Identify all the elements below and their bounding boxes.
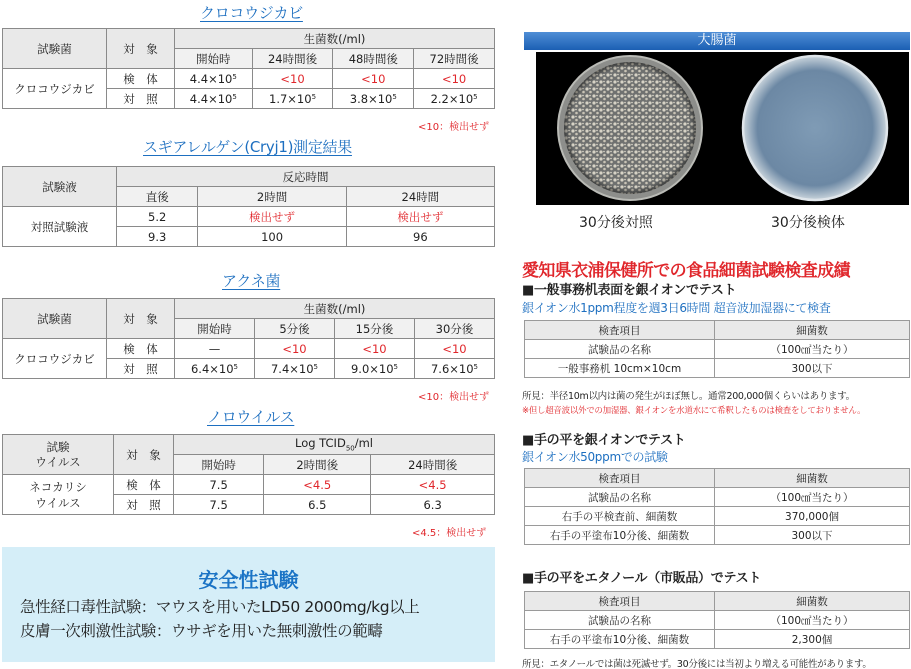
acne-r2-c0: $6.4\times 10^5$ — [175, 359, 255, 379]
acne-row1-label: 検 体 — [107, 339, 175, 359]
ethanol-remark: 所見：エタノールでは菌は死滅せず。30分後には当初より増える可能性があります。 — [522, 659, 872, 669]
desk-test-subtitle: 銀イオン水1ppm程度を週3日6時間 超音波加湿器にて検査 — [522, 301, 831, 315]
palm-silver-r2-c1: 300以下 — [715, 526, 910, 545]
acne-r1-c3: <10 — [415, 339, 495, 359]
acne-col-0: 開始時 — [175, 319, 255, 339]
mold-table — [2, 28, 495, 109]
acne-h-specimen: 試験菌 — [3, 299, 107, 339]
noro-r2-c0: 7.5 — [174, 495, 264, 515]
desk-warning: ※但し超音波以外での加湿器、銀イオンを水道水にて希釈したものは検査をしておりません。 — [522, 406, 866, 416]
control-caption: 30分後対照 — [579, 215, 653, 231]
mold-col-3: 72時間後 — [414, 49, 495, 69]
desk-r1-c1: 300以下 — [715, 359, 910, 378]
noro-h-target: 対 象 — [114, 435, 174, 475]
desk-h-count: 細菌数 — [715, 321, 910, 340]
mold-col-2: 48時間後 — [333, 49, 414, 69]
mold-r2-c0: $4.4\times 10^5$ — [175, 89, 253, 109]
palm-silver-h-item: 検査項目 — [525, 469, 715, 488]
noro-col-2: 24時間後 — [371, 455, 495, 475]
mold-r1-c1: <10 — [252, 69, 333, 89]
mold-h-count: 生菌数(/ml) — [175, 29, 495, 49]
palm-ethanol-r1-c0: 右手の平塗布10分後、細菌数 — [525, 630, 715, 649]
palm-ethanol-title: ■手の平をエタノール（市販品）でテスト — [522, 571, 762, 586]
palm-ethanol-h-item: 検査項目 — [525, 592, 715, 611]
cedar-r1-c0: 5.2 — [117, 207, 198, 227]
mold-row1-label: 検 体 — [107, 69, 175, 89]
mold-title: クロコウジカビ — [200, 4, 303, 22]
mold-r2-c3: $2.2\times 10^5$ — [414, 89, 495, 109]
acne-r2-c3: $7.6\times 10^5$ — [415, 359, 495, 379]
health-center-headline: 愛知県衣浦保健所での食品細菌試験検査成績 — [522, 261, 850, 281]
safety-box — [2, 547, 495, 662]
desk-test-title: ■一般事務机表面を銀イオンでテスト — [522, 283, 737, 298]
palm-silver-r0-c0: 試験品の名称 — [525, 488, 715, 507]
acne-col-2: 15分後 — [335, 319, 415, 339]
palm-silver-h-count: 細菌数 — [715, 469, 910, 488]
acne-h-target: 対 象 — [107, 299, 175, 339]
acne-r1-c1: <10 — [255, 339, 335, 359]
desk-remark: 所見：半径10m以内は菌の発生がほぼ無し。通常200,000個くらいはあります。 — [522, 391, 855, 402]
cedar-col-2: 24時間 — [346, 187, 494, 207]
noro-r2-c1: 6.5 — [264, 495, 371, 515]
cedar-r2-c2: 96 — [346, 227, 494, 247]
mold-col-0: 開始時 — [175, 49, 253, 69]
mold-r1-c0: $4.4\times 10^5$ — [175, 69, 253, 89]
noro-col-1: 2時間後 — [264, 455, 371, 475]
desk-r1-c0: 一般事務机 10cm×10cm — [525, 359, 715, 378]
noro-r1-c0: 7.5 — [174, 475, 264, 495]
noro-h-log: Log $TCID_{50}/ml$ — [174, 435, 495, 455]
noro-col-0: 開始時 — [174, 455, 264, 475]
palm-silver-r1-c1: 370,000個 — [715, 507, 910, 526]
cedar-h-liquid: 試験液 — [3, 167, 117, 207]
acne-row2-label: 対 照 — [107, 359, 175, 379]
safety-title: 安全性試験 — [198, 568, 299, 592]
cedar-r2-c0: 9.3 — [117, 227, 198, 247]
mold-h-specimen: 試験菌 — [3, 29, 107, 69]
noro-row1-label: 検 体 — [114, 475, 174, 495]
cedar-h-time: 反応時間 — [117, 167, 495, 187]
cedar-r1-c1: 検出せず — [198, 207, 346, 227]
palm-ethanol-h-count: 細菌数 — [715, 592, 910, 611]
sample-caption: 30分後検体 — [771, 215, 845, 231]
palm-silver-subtitle: 銀イオン水50ppmでの試験 — [522, 450, 668, 464]
mold-row2-label: 対 照 — [107, 89, 175, 109]
acne-table — [2, 298, 495, 379]
acne-name: クロコウジカビ — [3, 339, 107, 379]
noro-r1-c1: <4.5 — [264, 475, 371, 495]
cedar-r2-c1: 100 — [198, 227, 346, 247]
noro-table — [2, 434, 495, 515]
ecoli-banner: 大腸菌 — [524, 32, 910, 50]
acne-col-1: 5分後 — [255, 319, 335, 339]
acne-r2-c2: $9.0\times 10^5$ — [335, 359, 415, 379]
palm-ethanol-r0-c1: （100㎠当たり） — [715, 611, 910, 630]
noro-r2-c2: 6.3 — [371, 495, 495, 515]
noro-name: ネコカリシ ウイルス — [3, 475, 114, 515]
sample-plate-photo — [721, 52, 909, 205]
mold-r2-c2: $3.8\times 10^5$ — [333, 89, 414, 109]
palm-ethanol-r1-c1: 2,300個 — [715, 630, 910, 649]
mold-name: クロコウジカビ — [3, 69, 107, 109]
cedar-table — [2, 166, 495, 247]
acne-note: <10：検出せず — [418, 392, 490, 403]
palm-ethanol-table — [524, 591, 910, 649]
mold-r1-c3: <10 — [414, 69, 495, 89]
cedar-r1-c2: 検出せず — [346, 207, 494, 227]
noro-title: ノロウイルス — [207, 408, 295, 426]
safety-line-2: 皮膚一次刺激性試験：ウサギを用いた無刺激性の範疇 — [20, 622, 383, 640]
acne-col-3: 30分後 — [415, 319, 495, 339]
cedar-name: 対照試験液 — [3, 207, 117, 247]
palm-silver-r2-c0: 右手の平塗布10分後、細菌数 — [525, 526, 715, 545]
control-plate-photo — [536, 52, 724, 205]
palm-silver-r1-c0: 右手の平検査前、細菌数 — [525, 507, 715, 526]
palm-ethanol-r0-c0: 試験品の名称 — [525, 611, 715, 630]
acne-r1-c2: <10 — [335, 339, 415, 359]
acne-r2-c1: $7.4\times 10^5$ — [255, 359, 335, 379]
mold-r2-c1: $1.7\times 10^5$ — [252, 89, 333, 109]
mold-col-1: 24時間後 — [252, 49, 333, 69]
desk-r0-c0: 試験品の名称 — [525, 340, 715, 359]
mold-note: <10：検出せず — [418, 122, 490, 133]
cedar-col-1: 2時間 — [198, 187, 346, 207]
noro-note: <4.5：検出せず — [412, 528, 487, 539]
cedar-title: スギアレルゲン(Cryj1)測定結果 — [143, 138, 352, 156]
cedar-col-0: 直後 — [117, 187, 198, 207]
palm-silver-table — [524, 468, 910, 545]
mold-r1-c2: <10 — [333, 69, 414, 89]
palm-silver-r0-c1: （100㎠当たり） — [715, 488, 910, 507]
noro-r1-c2: <4.5 — [371, 475, 495, 495]
mold-h-target: 対 象 — [107, 29, 175, 69]
noro-row2-label: 対 照 — [114, 495, 174, 515]
palm-silver-title: ■手の平を銀イオンでテスト — [522, 433, 686, 448]
desk-test-table — [524, 320, 910, 378]
desk-h-item: 検査項目 — [525, 321, 715, 340]
safety-line-1: 急性経口毒性試験：マウスを用いたLD50 2000mg/kg以上 — [20, 598, 420, 616]
acne-r1-c0: — — [175, 339, 255, 359]
noro-h-virus: 試験 ウイルス — [3, 435, 114, 475]
acne-h-count: 生菌数(/ml) — [175, 299, 495, 319]
acne-title: アクネ菌 — [222, 272, 281, 290]
desk-r0-c1: （100㎠当たり） — [715, 340, 910, 359]
